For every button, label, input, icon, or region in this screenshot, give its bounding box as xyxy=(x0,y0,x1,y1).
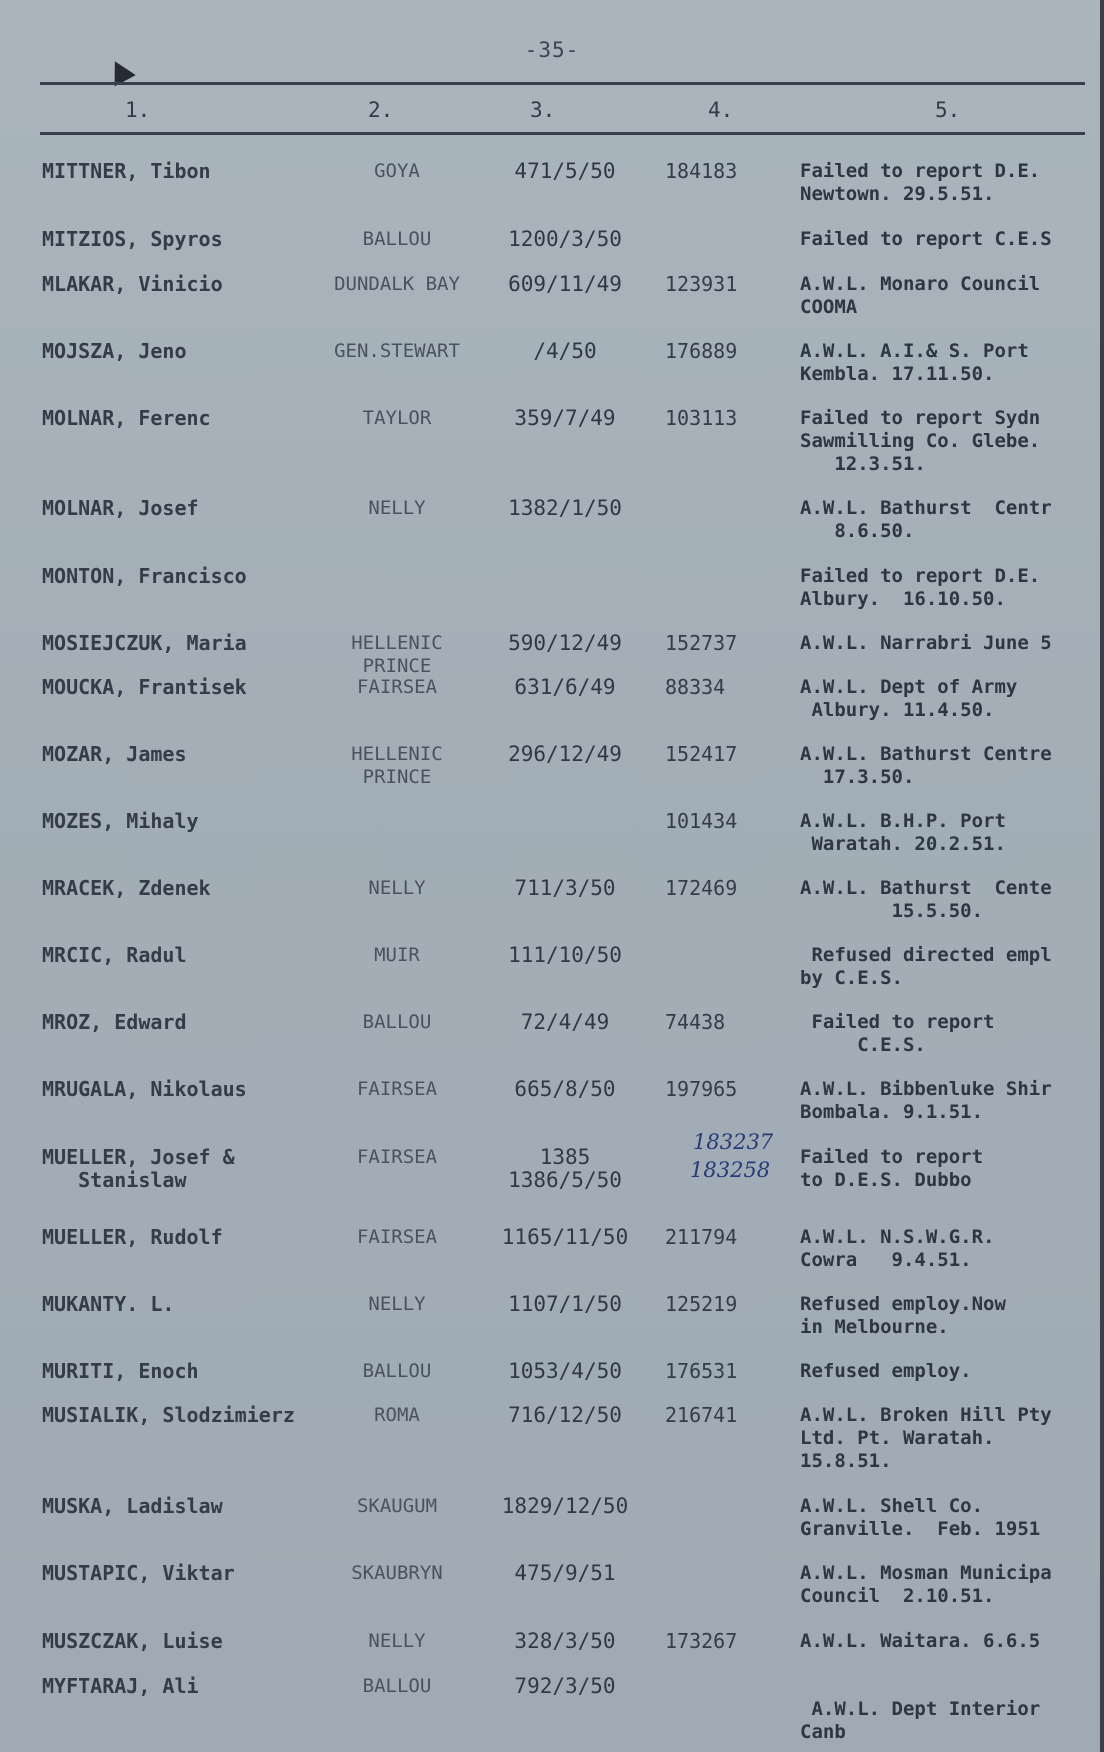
reference-cell: 72/4/49 xyxy=(520,1010,610,1034)
ship-cell: BALLOU xyxy=(362,1360,432,1382)
remarks-cell: A.W.L. Shell Co. Granville. Feb. 1951 xyxy=(800,1495,1041,1540)
column-header-5: 5. xyxy=(935,98,961,122)
table-row xyxy=(0,228,1104,268)
reference-cell: 631/6/49 xyxy=(514,675,616,699)
name-cell: MRACEK, Zdenek xyxy=(42,876,211,900)
table-row xyxy=(0,496,1104,542)
reference-cell: 475/9/51 xyxy=(514,1561,616,1585)
name-cell: MITZIOS, Spyros xyxy=(42,227,223,251)
number-cell: 101434 xyxy=(665,809,738,833)
number-cell: 172469 xyxy=(665,876,738,900)
reference-cell: 296/12/49 xyxy=(508,742,622,766)
reference-cell: 471/5/50 xyxy=(514,159,616,183)
remarks-cell: A.W.L. N.S.W.G.R. Cowra 9.4.51. xyxy=(800,1226,995,1271)
reference-cell: 1165/11/50 xyxy=(501,1225,629,1249)
ship-cell: ROMA xyxy=(374,1404,420,1426)
table-row xyxy=(0,406,1104,475)
name-cell: MROZ, Edward xyxy=(42,1010,187,1034)
ship-cell: HELLENIC PRINCE xyxy=(351,743,443,788)
ship-cell: BALLOU xyxy=(362,1675,432,1697)
number-cell: 152417 xyxy=(665,742,738,766)
name-cell: MOZES, Mihaly xyxy=(42,809,199,833)
remarks-cell: A.W.L. Bathurst Centr 8.6.50. xyxy=(800,497,1052,542)
ship-cell: FAIRSEA xyxy=(356,1226,438,1248)
reference-cell: 359/7/49 xyxy=(514,406,616,430)
number-cell: 123931 xyxy=(665,272,738,296)
name-cell: MOJSZA, Jeno xyxy=(42,339,187,363)
remarks-cell: A.W.L. Mosman Municipa Council 2.10.51. xyxy=(800,1562,1052,1607)
number-cell: 152737 xyxy=(665,631,738,655)
number-cell: 125219 xyxy=(665,1292,738,1316)
table-row xyxy=(0,272,1104,318)
table-row xyxy=(0,943,1104,989)
remarks-cell: A.W.L. Bathurst Cente 15.5.50. xyxy=(800,877,1052,922)
reference-cell: 1107/1/50 xyxy=(508,1292,622,1316)
table-row xyxy=(0,1360,1104,1400)
name-cell: MUKANTY. L. xyxy=(42,1292,175,1316)
ship-cell: GOYA xyxy=(374,160,420,182)
remarks-cell: A.W.L. Dept Interior Canb xyxy=(800,1698,1041,1743)
ship-cell: GEN.STEWART xyxy=(334,340,460,362)
name-cell: MONTON, Francisco xyxy=(42,564,247,588)
remarks-cell: A.W.L. A.I.& S. Port Kembla. 17.11.50. xyxy=(800,340,1029,385)
number-cell: 197965 xyxy=(665,1077,738,1101)
ship-cell: TAYLOR xyxy=(362,407,432,429)
remarks-cell: Failed to report C.E.S xyxy=(800,228,1052,250)
reference-cell: 1382/1/50 xyxy=(508,496,622,520)
ship-cell: FAIRSEA xyxy=(356,1078,438,1100)
table-row xyxy=(0,1010,1104,1056)
number-cell: 103113 xyxy=(665,406,738,430)
table-row xyxy=(0,631,1104,677)
table-row xyxy=(0,1292,1104,1338)
name-cell: MUSZCZAK, Luise xyxy=(42,1629,223,1653)
reference-cell: 609/11/49 xyxy=(508,272,622,296)
reference-cell: 1053/4/50 xyxy=(508,1359,622,1383)
column-header-1: 1. xyxy=(125,98,151,122)
name-cell: MOSIEJCZUK, Maria xyxy=(42,631,247,655)
header-rule-top xyxy=(40,82,1085,85)
column-header-4: 4. xyxy=(708,98,734,122)
number-cell: 184183 xyxy=(665,159,738,183)
reference-cell: 665/8/50 xyxy=(514,1077,616,1101)
ship-cell: FAIRSEA xyxy=(356,1146,438,1168)
table-row xyxy=(0,159,1104,205)
name-cell: MUSIALIK, Slodzimierz xyxy=(42,1403,295,1427)
reference-cell: 716/12/50 xyxy=(508,1403,622,1427)
ship-cell: FAIRSEA xyxy=(356,676,438,698)
table-row xyxy=(0,876,1104,922)
remarks-cell: Failed to report Sydn Sawmilling Co. Glebe. 12.3.51. xyxy=(800,407,1041,475)
remarks-cell: Failed to report D.E. Newtown. 29.5.51. xyxy=(800,160,1041,205)
name-cell: MURITI, Enoch xyxy=(42,1359,199,1383)
column-header-3: 3. xyxy=(530,98,556,122)
number-cell: 176889 xyxy=(665,339,738,363)
remarks-cell: A.W.L. B.H.P. Port Waratah. 20.2.51. xyxy=(800,810,1006,855)
table-row xyxy=(0,339,1104,385)
remarks-cell: A.W.L. Monaro Council COOMA xyxy=(800,273,1041,318)
ship-cell: NELLY xyxy=(368,877,426,899)
name-cell: MOZAR, James xyxy=(42,742,187,766)
table-row xyxy=(0,1494,1104,1540)
remarks-cell: A.W.L. Bathurst Centre 17.3.50. xyxy=(800,743,1052,788)
table-row xyxy=(0,1630,1104,1670)
remarks-cell: A.W.L. Waitara. 6.6.5 xyxy=(800,1630,1041,1652)
remarks-cell: A.W.L. Dept of Army Albury. 11.4.50. xyxy=(800,676,1018,721)
ship-cell: BALLOU xyxy=(362,228,432,250)
handwritten-number-2: 183258 xyxy=(690,1158,771,1182)
reference-cell: 1385 1386/5/50 xyxy=(508,1145,622,1192)
reference-cell: 111/10/50 xyxy=(508,943,622,967)
column-header-2: 2. xyxy=(368,98,394,122)
name-cell: MLAKAR, Vinicio xyxy=(42,272,223,296)
name-cell: MUSKA, Ladislaw xyxy=(42,1494,223,1518)
remarks-cell: Failed to report to D.E.S. Dubbo xyxy=(800,1146,984,1191)
remarks-cell: Failed to report C.E.S. xyxy=(811,1011,995,1056)
name-cell: MOLNAR, Ferenc xyxy=(42,406,211,430)
remarks-cell: Refused directed empl by C.E.S. xyxy=(800,944,1052,989)
table-row xyxy=(0,1674,1104,1743)
remarks-cell: Failed to report D.E. Albury. 16.10.50. xyxy=(800,565,1041,610)
name-cell: MRCIC, Radul xyxy=(42,943,187,967)
name-cell: MITTNER, Tibon xyxy=(42,159,211,183)
reference-cell: 711/3/50 xyxy=(514,876,616,900)
ship-cell: MUIR xyxy=(374,944,420,966)
reference-cell: /4/50 xyxy=(533,339,597,363)
reference-cell: 792/3/50 xyxy=(514,1674,616,1698)
table-row xyxy=(0,809,1104,855)
number-cell: 173267 xyxy=(665,1629,738,1653)
number-cell: 176531 xyxy=(665,1359,738,1383)
name-cell: MRUGALA, Nikolaus xyxy=(42,1077,247,1101)
name-cell: MUELLER, Josef & Stanislaw xyxy=(42,1145,235,1192)
page-number: -35- xyxy=(524,38,580,62)
name-cell: MUELLER, Rudolf xyxy=(42,1225,223,1249)
handwritten-number-1: 183237 xyxy=(693,1130,774,1154)
ship-cell: DUNDALK BAY xyxy=(334,273,460,295)
ship-cell: SKAUBRYN xyxy=(351,1562,443,1584)
name-cell: MOUCKA, Frantisek xyxy=(42,675,247,699)
name-cell: MUSTAPIC, Viktar xyxy=(42,1561,235,1585)
number-cell: 216741 xyxy=(665,1403,738,1427)
ship-cell: NELLY xyxy=(368,1630,426,1652)
table-row xyxy=(0,564,1104,610)
remarks-cell: Refused employ. xyxy=(800,1360,972,1382)
remarks-cell: Refused employ.Now in Melbourne. xyxy=(800,1293,1006,1338)
table-row xyxy=(0,675,1104,721)
reference-cell: 328/3/50 xyxy=(514,1629,616,1653)
reference-cell: 1829/12/50 xyxy=(501,1494,629,1518)
table-row xyxy=(0,1403,1104,1472)
ship-cell: NELLY xyxy=(368,497,426,519)
ship-cell: HELLENIC PRINCE xyxy=(351,632,443,677)
table-row xyxy=(0,1561,1104,1607)
remarks-cell: A.W.L. Narrabri June 5 xyxy=(800,632,1052,654)
number-cell: 88334 xyxy=(665,675,726,699)
reference-cell: 590/12/49 xyxy=(508,631,622,655)
table-row xyxy=(0,742,1104,788)
table-row xyxy=(0,1077,1104,1123)
ship-cell: BALLOU xyxy=(362,1011,432,1033)
remarks-cell: A.W.L. Bibbenluke Shir Bombala. 9.1.51. xyxy=(800,1078,1052,1123)
name-cell: MOLNAR, Josef xyxy=(42,496,199,520)
table-row xyxy=(0,1225,1104,1271)
reference-cell: 1200/3/50 xyxy=(508,227,622,251)
name-cell: MYFTARAJ, Ali xyxy=(42,1674,199,1698)
remarks-cell: A.W.L. Broken Hill Pty Ltd. Pt. Waratah. 15.8.51. xyxy=(800,1404,1052,1472)
ship-cell: SKAUGUM xyxy=(356,1495,438,1517)
number-cell: 211794 xyxy=(665,1225,738,1249)
table-row xyxy=(0,1145,1104,1192)
ship-cell: NELLY xyxy=(368,1293,426,1315)
number-cell: 74438 xyxy=(665,1010,726,1034)
header-rule-bottom xyxy=(40,132,1085,135)
